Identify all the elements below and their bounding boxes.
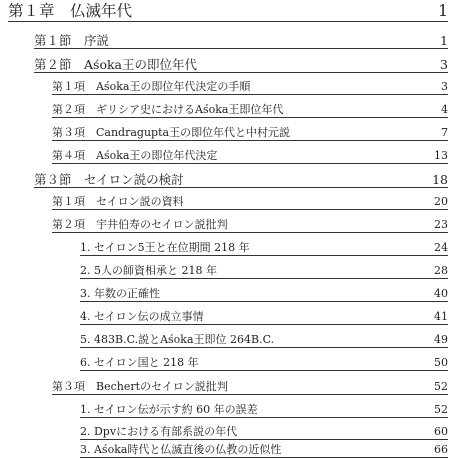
toc-entry: [34, 57, 448, 73]
toc-entry: [52, 219, 448, 233]
toc-leader: [250, 255, 432, 256]
toc-leader: [199, 370, 432, 371]
toc-leader: [217, 163, 432, 164]
toc-entry-page: 13: [434, 149, 448, 163]
toc-leader: [258, 417, 432, 418]
toc-entry-page: 18: [432, 171, 448, 187]
toc-leader: [228, 232, 432, 233]
toc-leader: [204, 324, 432, 325]
toc-entry-page: 41: [434, 310, 448, 324]
toc-entry-page: 1: [438, 2, 448, 21]
toc-leader: [160, 301, 432, 302]
toc-entry-label: 4. セイロン伝の成立事情: [80, 310, 204, 324]
toc-entry-page: 50: [434, 356, 448, 370]
toc-entry: [52, 381, 448, 395]
toc-entry: [52, 81, 448, 95]
toc-entry: [52, 127, 448, 141]
toc-entry-label: 1. セイロン5王と在位期間 218 年: [80, 241, 250, 255]
toc-entry: [34, 172, 448, 188]
toc-entry-label: 第１項 Aśoka王の即位年代決定の手順: [52, 80, 251, 94]
toc-entry-label: 第３項 Candragupta王の即位年代と中村元説: [52, 126, 291, 140]
toc-entry-page: 23: [434, 218, 448, 232]
toc-entry: [80, 357, 448, 371]
toc-entry-label: 6. セイロン国と 218 年: [80, 356, 199, 370]
toc-entry-label: 3. 年数の正確性: [80, 287, 160, 301]
toc-leader: [184, 187, 430, 188]
toc-entry-label: 第１項 セイロン説の資料: [52, 195, 184, 209]
toc-entry-page: 20: [434, 195, 448, 209]
toc-entry: [52, 196, 448, 210]
toc-entry-label: 1. セイロン伝が示す約 60 年の誤差: [80, 403, 258, 417]
toc-entry: [80, 334, 448, 348]
toc-leader: [184, 209, 432, 210]
toc-entry-label: 第４項 Aśoka王の即位年代決定: [52, 149, 218, 163]
toc-entry-page: 1: [440, 32, 448, 48]
toc-entry: [80, 288, 448, 302]
toc-leader: [217, 278, 432, 279]
toc-entry-page: 28: [434, 264, 448, 278]
toc-entry-label: 第２節 Aśoka王の即位年代: [34, 56, 197, 72]
toc-entry: [80, 311, 448, 325]
toc-entry-label: 3. Aśoka時代と仏滅直後の仏教の近似性: [80, 443, 282, 457]
toc-leader: [132, 21, 436, 22]
toc-leader: [109, 48, 438, 49]
toc-entry-page: 3: [441, 80, 448, 94]
toc-entry: [80, 265, 448, 279]
toc-entry: [80, 426, 448, 440]
toc-entry-page: 40: [434, 287, 448, 301]
toc-entry: [80, 404, 448, 418]
toc-entry: [52, 104, 448, 118]
toc-leader: [283, 117, 439, 118]
toc-entry-label: 2. 5人の師資相承と 218 年: [80, 264, 217, 278]
toc-entry-label: 第１節 序説: [34, 32, 110, 48]
toc-entry: [52, 150, 448, 164]
toc-entry: [80, 444, 448, 458]
toc-entry: [34, 33, 448, 49]
toc-leader: [197, 72, 438, 73]
toc-entry-page: 7: [441, 126, 448, 140]
toc-leader: [290, 140, 439, 141]
toc-entry-page: 66: [434, 443, 448, 457]
toc-entry-label: 2. Dpvにおける有部系説の年代: [80, 425, 238, 439]
toc-entry-label: 第１章 仏滅年代: [8, 2, 133, 21]
toc-entry-label: 第２項 ギリシア史におけるAśoka王即位年代: [52, 103, 284, 117]
toc-entry-label: 5. 483B.C.説とAśoka王即位 264B.C.: [80, 333, 275, 347]
toc-entry: [80, 242, 448, 256]
toc-leader: [228, 394, 432, 395]
toc-entry-label: 第３項 Bechertのセイロン説批判: [52, 380, 228, 394]
toc-leader: [250, 94, 439, 95]
toc-leader: [237, 439, 432, 440]
toc-entry-page: 49: [434, 333, 448, 347]
toc-entry-page: 4: [441, 103, 448, 117]
toc-entry: [8, 4, 448, 22]
toc-entry-page: 52: [434, 403, 448, 417]
toc-entry-page: 3: [440, 56, 448, 72]
toc-entry-label: 第３節 セイロン説の検討: [34, 171, 184, 187]
toc-leader: [274, 347, 432, 348]
toc-entry-page: 60: [434, 425, 448, 439]
toc-entry-page: 52: [434, 380, 448, 394]
toc-entry-label: 第２項 宇井伯寿のセイロン説批判: [52, 218, 228, 232]
toc-entry-page: 24: [434, 241, 448, 255]
toc-leader: [281, 457, 432, 458]
